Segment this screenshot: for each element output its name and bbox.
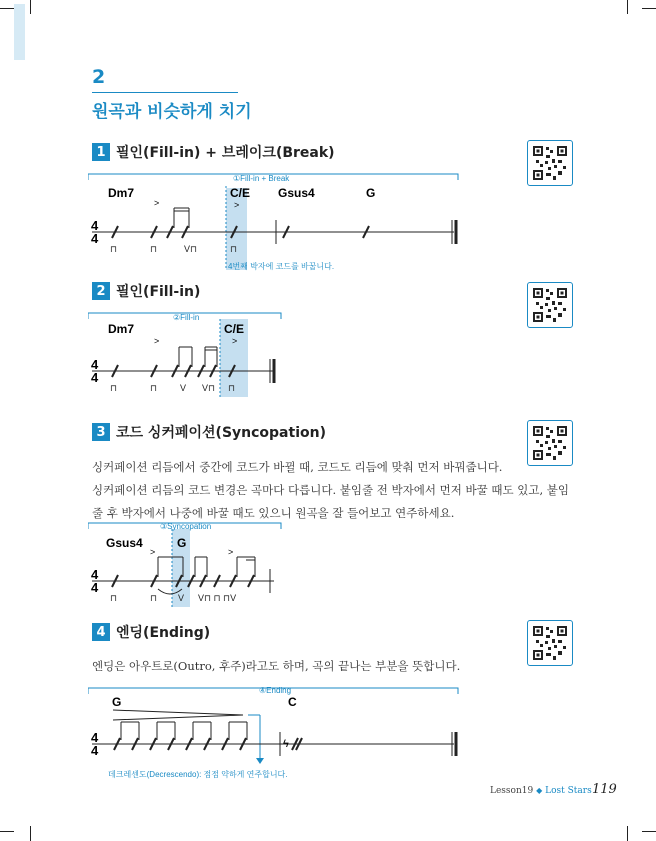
section-2-heading xyxy=(92,282,200,300)
svg-text:⊓: ⊓ xyxy=(150,244,158,254)
text-line: 싱커페이션 리듬의 코드 변경은 곡마다 다릅니다. 붙임줄 전 박자에서 먼저 바꿀 때도 있고, 붙임 xyxy=(92,483,569,497)
footer-lesson xyxy=(490,786,592,796)
time-signature: 4 xyxy=(91,370,99,385)
chord-label: Dm7 xyxy=(108,322,135,336)
chapter-tab xyxy=(14,4,25,60)
section-1-heading xyxy=(92,143,335,161)
text-line: 싱커페이션 리듬에서 중간에 코드가 바뀔 때, 코드도 리듬에 맞춰 먼저 바꿔줍니다. xyxy=(92,460,503,474)
svg-text:V⊓ ⊓ ⊓V: V⊓ ⊓ ⊓V xyxy=(198,593,237,603)
svg-text:⊓: ⊓ xyxy=(230,244,238,254)
song-title: Lost Stars xyxy=(545,786,592,796)
rhythm-notation-2 xyxy=(88,307,288,399)
page-number: 119 xyxy=(592,782,617,797)
chord-label: Gsus4 xyxy=(106,536,143,550)
chord-label: Dm7 xyxy=(108,186,135,200)
svg-text:⊓: ⊓ xyxy=(150,593,158,603)
text-line: 엔딩은 아우트로(Outro, 후주)라고도 하며, 곡의 끝나는 부분을 뜻합니다. xyxy=(92,659,461,673)
section-title: 엔딩(Ending) xyxy=(116,625,211,641)
time-signature: 4 xyxy=(91,218,99,233)
rhythm-notation-1 xyxy=(88,168,468,276)
chord-label: G xyxy=(366,186,376,200)
decrescendo-hairpin xyxy=(113,710,243,720)
text-line: 줄 후 박자에서 나중에 바꿀 때도 있으니 원곡을 잘 들어보고 연주하세요. xyxy=(92,506,455,520)
svg-text:⊓: ⊓ xyxy=(150,383,158,393)
section-3-heading xyxy=(92,423,326,441)
crop-mark xyxy=(0,831,14,832)
accent-mark: > xyxy=(154,198,160,208)
section-number: 4 xyxy=(92,623,110,641)
chord-label: G xyxy=(177,536,187,550)
chord-label: C/E xyxy=(230,186,251,200)
section-title: 필인(Fill-in) + 브레이크(Break) xyxy=(116,145,335,161)
chapter-title: 원곡과 비슷하게 치기 xyxy=(92,102,252,122)
time-signature: 4 xyxy=(91,567,99,582)
crop-mark xyxy=(0,8,14,9)
svg-text:⊓: ⊓ xyxy=(228,383,236,393)
time-signature: 4 xyxy=(91,730,99,745)
svg-text:V: V xyxy=(178,593,185,603)
time-signature: 4 xyxy=(91,580,99,595)
section-number: 1 xyxy=(92,143,110,161)
section-number: 3 xyxy=(92,423,110,441)
accent-mark: > xyxy=(234,200,240,210)
paragraph xyxy=(92,456,569,525)
chord-label: G xyxy=(112,695,122,709)
crop-mark xyxy=(30,0,31,14)
qr-code-icon[interactable] xyxy=(527,282,573,328)
chapter-rule xyxy=(92,92,238,93)
qr-code-icon[interactable] xyxy=(527,140,573,186)
section-number: 2 xyxy=(92,282,110,300)
diamond-icon: ◆ xyxy=(536,786,543,795)
bracket-label: ③Syncopation xyxy=(160,522,212,531)
time-signature: 4 xyxy=(91,231,99,246)
bracket-label: ②Fill-in xyxy=(173,313,200,322)
svg-text:V: V xyxy=(180,383,187,393)
accent-mark: > xyxy=(232,336,238,346)
crop-mark xyxy=(627,826,628,841)
section-note: 데크레센도(Decrescendo): 점점 약하게 연주합니다. xyxy=(108,770,288,779)
accent-mark: > xyxy=(228,547,234,557)
bracket-label: ④Ending xyxy=(259,686,292,695)
crop-mark xyxy=(642,8,656,9)
rhythm-notation-4 xyxy=(88,682,468,782)
paragraph xyxy=(92,655,460,678)
svg-text:⊓: ⊓ xyxy=(110,244,118,254)
lesson-label: Lesson19 xyxy=(490,786,534,796)
chapter-number: 2 xyxy=(92,66,106,88)
section-4-heading xyxy=(92,623,210,641)
qr-code-icon[interactable] xyxy=(527,620,573,666)
svg-text:V⊓: V⊓ xyxy=(202,383,216,393)
crop-mark xyxy=(642,831,656,832)
svg-text:⊓: ⊓ xyxy=(110,593,118,603)
chord-label: Gsus4 xyxy=(278,186,315,200)
accent-mark: > xyxy=(150,547,156,557)
rhythm-notation-3 xyxy=(88,517,288,609)
crop-mark xyxy=(30,826,31,841)
crop-mark xyxy=(627,0,628,14)
chord-label: C xyxy=(288,695,297,709)
time-signature: 4 xyxy=(91,743,99,758)
bracket-label: ①Fill-in + Break xyxy=(233,174,290,183)
time-signature: 4 xyxy=(91,357,99,372)
chord-label: C/E xyxy=(224,322,245,336)
svg-text:V⊓: V⊓ xyxy=(184,244,198,254)
section-title: 코드 싱커페이션(Syncopation) xyxy=(116,425,326,441)
section-note: 4번째 박자에 코드를 바꿉니다. xyxy=(228,262,335,271)
section-title: 필인(Fill-in) xyxy=(116,284,201,300)
accent-mark: > xyxy=(154,336,160,346)
svg-text:⊓: ⊓ xyxy=(110,383,118,393)
rest-symbol: ϟ xyxy=(283,738,289,750)
